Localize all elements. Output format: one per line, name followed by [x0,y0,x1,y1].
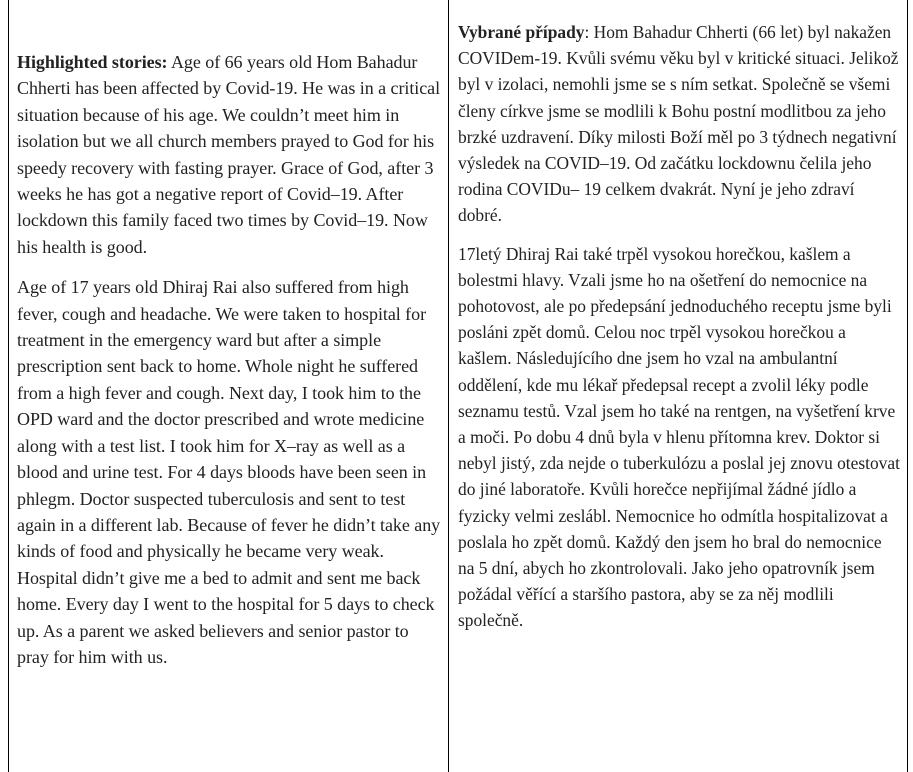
english-story-1-text: Age of 66 years old Hom Bahadur Chherti has been affected by Covid-19. He was in a critical situation because of his age. We couldn’t meet him in isolation but we all church members prayed to God for his speedy recovery with fasting prayer. Grace of God, after 3 weeks he has got a negative report of Covid–19. After lockdown this family faced two times by Covid–19. Now his health is good. [17,52,441,257]
english-story-2: Age of 17 years old Dhiraj Rai also suffered from high fever, cough and headache. We were taken to hospital for treatment in the emergency ward but after a simple prescription sent back to home. Whole night he suffered from a high fever and cough. Next day, I took him to the OPD ward and the doctor prescribed and wrote medicine along with a test list. I took him for X–ray as well as a blood and urine test. For 4 days bloods have been seen in phlegm. Doctor suspected tuberculosis and sent to test again in a different lab. Because of fever he didn’t take any kinds of food and physically he became very weak. Hospital didn’t give me a bed to admit and sent me back home. Every day I went to the hospital for 5 days to check up. As a parent we asked believers and senior pastor to pray for him with us. [17,277,441,667]
czech-column [448,0,908,772]
english-heading: Highlighted stories: [17,52,168,72]
english-column [8,0,448,772]
english-story-1 [17,49,442,260]
czech-story-1-text: : Hom Bahadur Chherti (66 let) byl nakažen COVIDem-19. Kvůli svému věku byl v kritické situaci. Jelikož byl v izolaci, nemohli jsme se s ním setkat. Společně se všemi členy církve jsme se modlili k Bohu postní modlitbou za jeho brzké uzdravení. Díky milosti Boží měl po 3 týdnech negativní výsledek na COVID–19. Od začátku lockdownu čelila jeho rodina COVIDu– 19 celkem dvakrát. Nyní je jeho zdraví dobré. [458,22,899,226]
czech-story-1 [458,19,901,229]
czech-heading: Vybrané případy [458,22,585,42]
czech-story-2: 17letý Dhiraj Rai také trpěl vysokou horečkou, kašlem a bolestmi hlavy. Vzali jsme ho na ošetření do nemocnice na pohotovost, ale po předepsání jednoduchého receptu jsme byli posláni zpět domů. Celou noc trpěl vysokou horečkou a kašlem. Následujícího dne jsem ho vzal na ambulantní oddělení, kde mu lékař předepsal recept a zvolil léky podle seznamu testů. Vzal jsem ho také na rentgen, na vyšetření krve a moči. Po dobu 4 dnů byla v hlenu přítomna krev. Doktor si nebyl jistý, zda nejde o tuberkulózu a poslal jej znovu otestovat do jiné laboratoře. Kvůli horečce nepřijímal žádné jídlo a fyzicky velmi zeslábl. Nemocnice ho odmítla hospitalizovat a poslala ho zpět domů. Každý den jsem ho bral do nemocnice na 5 dní, abych ho zkontrolovali. Jako jeho opatrovník jsem požádal věřící a staršího pastora, aby se za něj modlili společně. [458,243,900,631]
